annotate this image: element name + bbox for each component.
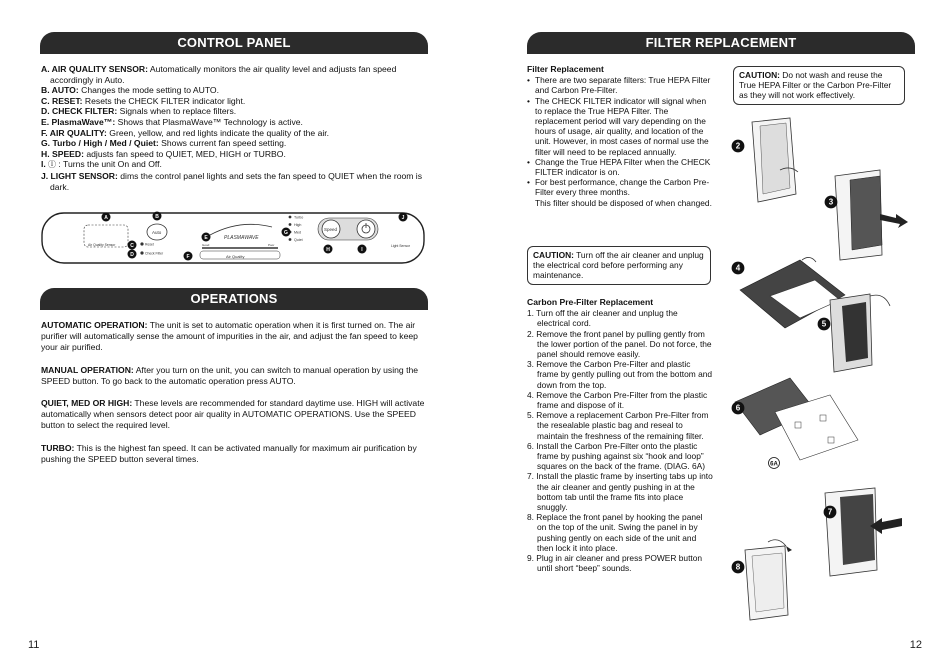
speed-level-dot xyxy=(289,223,292,226)
control-panel-item xyxy=(41,159,431,171)
caution1-label: CAUTION: xyxy=(533,250,574,260)
page-number-right: 12 xyxy=(909,639,922,651)
operations-banner xyxy=(40,288,428,310)
operation-label: QUIET, MED OR HIGH: xyxy=(41,398,133,408)
filter-replacement-section xyxy=(527,64,713,208)
light-sensor-label: Light Sensor xyxy=(391,244,411,248)
operation-paragraph xyxy=(41,365,431,387)
control-panel-item-text: Resets the CHECK FILTER indicator light. xyxy=(82,95,246,106)
control-panel-item xyxy=(41,138,431,149)
filter-bullets xyxy=(527,75,713,197)
control-panel-item-label: B. AUTO: xyxy=(41,85,79,96)
caution-box-no-wash xyxy=(733,66,905,105)
operation-label: TURBO: xyxy=(41,443,75,453)
step-badge-number: 5 xyxy=(821,319,827,329)
control-panel-diagram xyxy=(40,205,426,273)
caution1-text: Turn off the air cleaner and unplug the electrical cord before performing any maintenance. xyxy=(533,250,704,281)
diagram-letter: B xyxy=(155,213,159,220)
speed-level-label: Med xyxy=(294,230,301,235)
air-quality-sensor-label: Air Quality Sensor xyxy=(88,243,116,247)
illustration-step-4 xyxy=(740,257,845,328)
control-panel-item-label: J. LIGHT SENSOR: xyxy=(41,170,118,181)
operation-paragraph xyxy=(41,320,431,353)
carbon-steps xyxy=(527,308,713,573)
check-filter-label: Check Filter xyxy=(145,251,164,256)
speed-level-label: Turbo xyxy=(294,215,304,220)
control-panel-item xyxy=(41,149,431,160)
speed-level-label: High xyxy=(294,222,302,227)
step-badge-number: 2 xyxy=(735,141,741,151)
operation-text: After you turn on the unit, you can switch to manual operation by using the SPEED button. To go back to the automatic operation press AUTO. xyxy=(41,365,419,386)
diagram-letter: D xyxy=(130,251,134,258)
power-icon: Ⓘ xyxy=(45,160,57,170)
carbon-step: 1. Turn off the air cleaner and unplug the electrical cord. xyxy=(527,308,678,329)
step-badge-number: 3 xyxy=(828,197,834,207)
operation-text: This is the highest fan speed. It can be activated manually for maximum air purification by pushing the SPEED button several times. xyxy=(41,443,417,464)
speed-button-label: Speed xyxy=(324,227,338,232)
control-panel-item-text: Shows that PlasmaWave™ Technology is active. xyxy=(115,116,303,127)
operation-label: AUTOMATIC OPERATION: xyxy=(41,320,148,330)
step-badges xyxy=(732,140,837,573)
filter-bullet: • For best performance, change the Carbon Pre-Filter every three months. xyxy=(527,177,713,197)
control-panel-item xyxy=(41,171,431,192)
carbon-prefilter-section xyxy=(527,297,713,573)
control-panel-item-label: F. AIR QUALITY: xyxy=(41,127,107,138)
control-panel-item xyxy=(41,64,431,85)
carbon-heading: Carbon Pre-Filter Replacement xyxy=(527,297,654,307)
control-panel-item-text: Green, yellow, and red lights indicate the quality of the air. xyxy=(106,127,330,138)
control-panel-item-text: dims the control panel lights and sets the fan speed to QUIET when the room is dark. xyxy=(50,170,423,192)
diagram-letter: E xyxy=(204,234,208,241)
control-panel-item-text: : Turns the unit On and Off. xyxy=(56,159,162,170)
control-panel-banner xyxy=(40,32,428,54)
caution2-label: CAUTION: xyxy=(739,70,780,80)
speed-level-label: Quiet xyxy=(294,237,303,242)
filter-bullet: • The CHECK FILTER indicator will signal when to replace the True HEPA Filter. The replacement period will vary depending on the hours of usage, air quality, and location of the unit. However, in most cases of normal use the filter will need to be replaced annually. xyxy=(527,96,713,157)
control-panel-item-label: E. PlasmaWave™: xyxy=(41,116,116,127)
carbon-step: 7. Install the plastic frame by inserting tabs up into the air cleaner and gently pushing in at the bottom tab until the frame fits into place snuggly. xyxy=(527,471,713,513)
carbon-step: 3. Remove the Carbon Pre-Filter and plastic frame by gently pulling out from the bottom and down from the top. xyxy=(527,359,713,390)
filter-bullet: • Change the True HEPA Filter when the CHECK FILTER indicator is on. xyxy=(527,157,713,177)
caution2-text: Do not wash and reuse the True HEPA Filter or the Carbon Pre-Filter as they will not work effectively. xyxy=(739,70,892,101)
carbon-step: 8. Replace the front panel by hooking the panel on the top of the unit. Swing the panel in by pushing gently on each side of the unit and then lock it into place. xyxy=(527,512,703,553)
control-panel-item xyxy=(41,128,431,139)
diagram-letter: G xyxy=(284,229,288,236)
caution-box-maintenance xyxy=(527,246,711,285)
step-badge-number: 7 xyxy=(827,507,833,517)
speed-level-dot xyxy=(289,216,292,219)
carbon-step: 5. Remove a replacement Carbon Pre-Filter from the resealable plastic bag and reseal to maintain the freshness of the remaining filter. xyxy=(527,410,709,441)
control-panel-item xyxy=(41,117,431,128)
illustration-step-5 xyxy=(830,294,890,372)
illustration-step-8 xyxy=(745,540,792,620)
illustration-step-6 xyxy=(735,378,858,460)
diagram-letter: I xyxy=(361,246,363,253)
poor-label: Poor xyxy=(268,243,275,247)
filter-bullet: • There are two separate filters: True HEPA Filter and Carbon Pre-Filter. xyxy=(527,75,713,95)
right-page xyxy=(475,0,950,665)
operation-paragraph xyxy=(41,443,431,465)
operations-title: OPERATIONS xyxy=(190,291,278,306)
step-badge-number: 6 xyxy=(735,403,741,413)
air-quality-label: Air Quality xyxy=(226,254,245,259)
carbon-step: 6. Install the Carbon Pre-Filter onto the plastic frame by pushing against six “hook and loop” squares on the back of the frame. (DIAG. 6A) xyxy=(527,440,706,472)
control-panel-item-label: H. SPEED: xyxy=(41,148,84,159)
auto-label: Auto xyxy=(152,230,162,235)
control-panel-item-label: A. AIR QUALITY SENSOR: xyxy=(41,64,148,74)
control-panel-item-label: I. xyxy=(41,159,46,170)
step-badge-number: 4 xyxy=(735,263,741,273)
filter-replacement-banner xyxy=(527,32,915,54)
operation-text: These levels are recommended for standard daytime use. HIGH will activate automatically when sensors detect poor air quality in AUTOMATIC OPERATIONS. Use the SPEED button to select the required level. xyxy=(41,398,425,430)
carbon-step: 4. Remove the Carbon Pre-Filter from the plastic frame and dispose of it. xyxy=(527,389,708,411)
diagram-letter: C xyxy=(130,242,134,249)
good-label: Good xyxy=(202,243,210,247)
diagram-letter: H xyxy=(326,246,330,253)
illustration-step-2 xyxy=(752,118,798,202)
diagram-letter: A xyxy=(104,214,108,221)
control-panel-item-label: D. CHECK FILTER: xyxy=(41,106,118,117)
diagram-letter: F xyxy=(186,253,190,260)
carbon-step: 9. Plug in air cleaner and press POWER button until short “beep” sounds. xyxy=(527,553,703,574)
control-panel-item xyxy=(41,96,431,107)
control-panel-item-text: Shows current fan speed setting. xyxy=(158,138,287,149)
control-panel-item-text: adjusts fan speed to QUIET, MED, HIGH or TURBO. xyxy=(83,148,286,159)
filter-replacement-title: FILTER REPLACEMENT xyxy=(645,35,797,50)
control-panel-item-text: Changes the mode setting to AUTO. xyxy=(78,85,220,96)
control-panel-item xyxy=(41,85,431,96)
illustration-step-7 xyxy=(825,488,902,576)
control-panel-item xyxy=(41,106,431,117)
control-panel-item-text: Automatically monitors the air quality level and adjusts fan speed accordingly in Auto. xyxy=(50,64,397,85)
carbon-step: 2. Remove the front panel by pulling gently from the lower portion of the panel. Do not force, the panel should remove easily. xyxy=(527,328,712,360)
control-panel-item-text: Signals when to replace filters. xyxy=(117,106,237,117)
diagram-letter: J xyxy=(401,214,405,221)
plasmawave-label: PLASMAWAVE xyxy=(224,235,259,241)
filter-heading: Filter Replacement xyxy=(527,64,604,74)
operation-label: MANUAL OPERATION: xyxy=(41,365,134,375)
filter-note: This filter should be disposed of when changed. xyxy=(535,197,712,208)
operation-text: The unit is set to automatic operation when it is first turned on. The air purifier will automatically sense the amount of impurities in the air, and adjust the fan speed to keep your air purified. xyxy=(41,320,418,352)
control-panel-item-label: C. RESET: xyxy=(41,95,83,106)
control-panel-title: CONTROL PANEL xyxy=(177,35,291,50)
speed-level-dot xyxy=(289,238,292,241)
control-panel-list xyxy=(41,64,431,192)
operation-paragraph xyxy=(41,398,431,431)
control-panel-item-label: G. Turbo / High / Med / Quiet: xyxy=(41,138,159,149)
filter-replacement-illustrations xyxy=(730,110,930,630)
illustration-step-3 xyxy=(835,170,908,260)
step-badge-number: 6A xyxy=(770,461,778,468)
page-number-left: 11 xyxy=(28,639,40,651)
step-badge-number: 8 xyxy=(735,562,741,572)
reset-label: Reset xyxy=(145,242,154,247)
